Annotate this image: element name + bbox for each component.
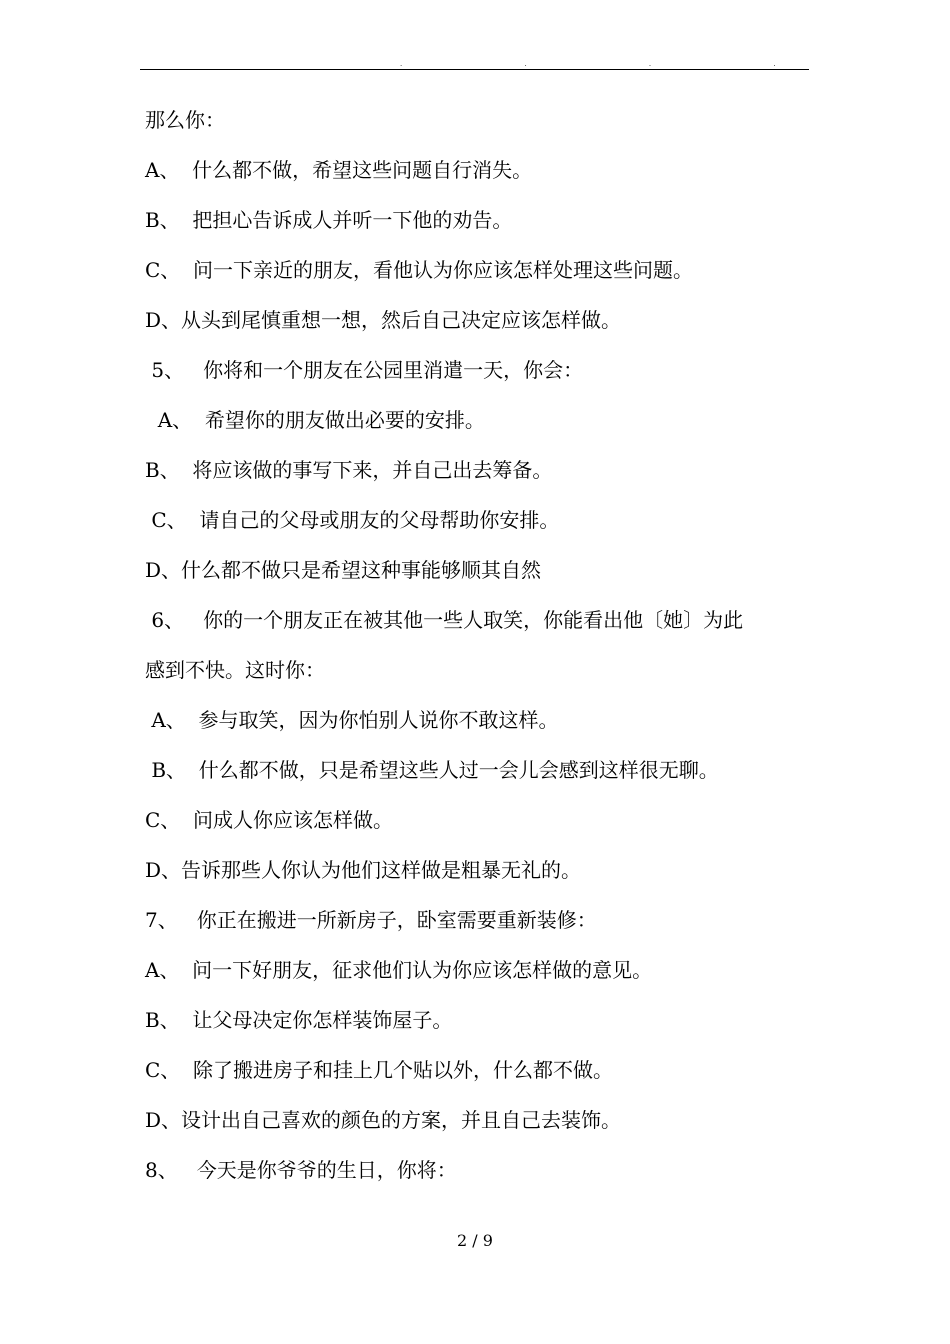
body-line: C、 问一下亲近的朋友，看他认为你应该怎样处理这些问题。 [145, 258, 694, 282]
body-line: 8、 今天是你爷爷的生日，你将： [145, 1158, 457, 1182]
body-line: 6、 你的一个朋友正在被其他一些人取笑，你能看出他〔她〕为此 [145, 608, 744, 632]
body-line: C、 问成人你应该怎样做。 [145, 808, 394, 832]
header-text: . . . . [400, 60, 836, 68]
page-number: 2 / 9 [457, 1231, 493, 1250]
body-line: B、 什么都不做，只是希望这些人过一会儿会感到这样很无聊。 [145, 758, 719, 782]
body-line: C、 请自己的父母或朋友的父母帮助你安排。 [145, 508, 560, 532]
body-line: D、告诉那些人你认为他们这样做是粗暴无礼的。 [145, 858, 582, 882]
body-line: B、 让父母决定你怎样装饰屋子。 [145, 1008, 453, 1032]
body-line: C、 除了搬进房子和挂上几个贴以外，什么都不做。 [145, 1058, 614, 1082]
body-line: D、从头到尾慎重想一想，然后自己决定应该怎样做。 [145, 308, 622, 332]
body-line: 5、 你将和一个朋友在公园里消遣一天，你会： [145, 358, 584, 382]
body-line: A、 参与取笑，因为你怕别人说你不敢这样。 [145, 708, 559, 732]
body-line: 感到不快。这时你： [145, 658, 325, 682]
body-line: D、什么都不做只是希望这种事能够顺其自然 [145, 558, 542, 582]
body-line: A、 问一下好朋友，征求他们认为你应该怎样做的意见。 [145, 958, 653, 982]
body-line: A、 什么都不做，希望这些问题自行消失。 [145, 158, 533, 182]
body-line: B、 将应该做的事写下来，并自己出去筹备。 [145, 458, 553, 482]
body-line: B、 把担心告诉成人并听一下他的劝告。 [145, 208, 513, 232]
body-line: D、设计出自己喜欢的颜色的方案，并且自己去装饰。 [145, 1108, 622, 1132]
body-line: 7、 你正在搬进一所新房子，卧室需要重新装修： [145, 908, 597, 932]
body-line: 那么你： [145, 108, 225, 132]
body-line: A、 希望你的朋友做出必要的安排。 [145, 408, 485, 432]
header-rule [140, 69, 809, 70]
